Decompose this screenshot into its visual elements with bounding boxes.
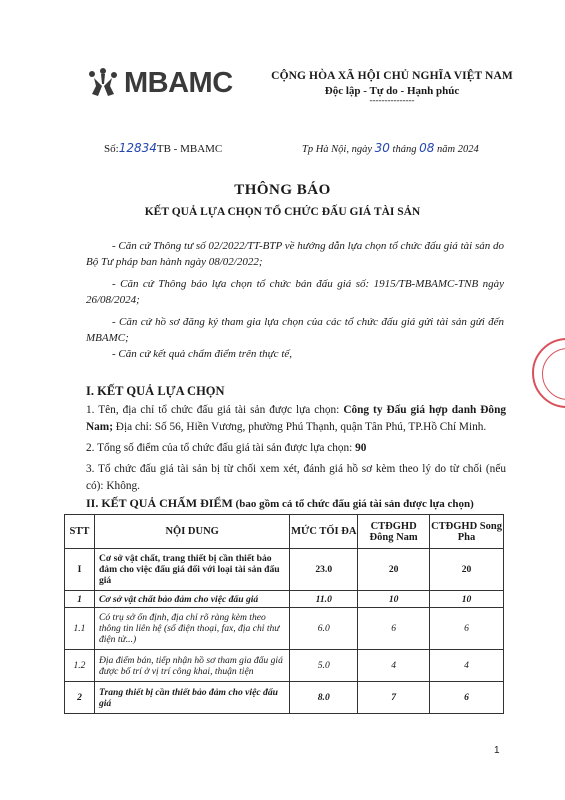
item-2-prefix: 2. Tổng số điểm của tổ chức đấu giá tài sản được lựa chọn: bbox=[86, 442, 356, 454]
header-stt: STT bbox=[65, 515, 95, 549]
date-year: năm 2024 bbox=[434, 144, 479, 155]
date-day-handwritten: 30 bbox=[374, 141, 390, 155]
header-dong-nam: CTĐGHD Đông Nam bbox=[358, 515, 430, 549]
date-line bbox=[302, 141, 479, 155]
row-stt: I bbox=[65, 549, 95, 591]
page-number: 1 bbox=[494, 745, 500, 756]
national-heading bbox=[262, 70, 522, 105]
company-seal bbox=[532, 338, 565, 408]
row-content: Địa điểm bán, tiếp nhận hồ sơ tham gia đấu giá được bố trí ở vị trí công khai, thuận tiện bbox=[94, 650, 289, 682]
row-score-dong-nam: 7 bbox=[358, 682, 430, 714]
table-row bbox=[65, 608, 504, 650]
row-score-dong-nam: 20 bbox=[358, 549, 430, 591]
row-content: Trang thiết bị cần thiết bảo đảm cho việc đấu giá bbox=[94, 682, 289, 714]
row-max: 6.0 bbox=[290, 608, 358, 650]
row-score-dong-nam: 4 bbox=[358, 650, 430, 682]
row-score-dong-nam: 6 bbox=[358, 608, 430, 650]
basis-paragraph: - Căn cứ Thông báo lựa chọn tổ chức bán đấu giá số: 1915/TB-MBAMC-TNB ngày 26/08/2024; bbox=[86, 278, 504, 306]
mbamc-logo bbox=[86, 66, 233, 100]
score-table bbox=[64, 514, 504, 714]
row-score-song-pha: 4 bbox=[430, 650, 504, 682]
row-score-song-pha: 20 bbox=[430, 549, 504, 591]
selected-organization-name: Công ty Đấu giá hợp danh Đông Nam; bbox=[86, 404, 506, 433]
header-content: NỘI DUNG bbox=[94, 515, 289, 549]
row-stt: 1.2 bbox=[65, 650, 95, 682]
section-1-item-1 bbox=[86, 402, 506, 436]
section-1-item-3: 3. Tổ chức đấu giá tài sản bị từ chối xem xét, đánh giá hồ sơ kèm theo lý do từ chối (nếu có): Không. bbox=[86, 463, 506, 492]
row-max: 5.0 bbox=[290, 650, 358, 682]
basis-paragraph: - Căn cứ kết quả chấm điểm trên thực tế, bbox=[112, 348, 293, 360]
document-subtitle: KẾT QUẢ LỰA CHỌN TỔ CHỨC ĐẤU GIÁ TÀI SẢN bbox=[144, 206, 421, 218]
doc-number-prefix: Số: bbox=[104, 143, 119, 155]
row-score-song-pha: 6 bbox=[430, 608, 504, 650]
basis-paragraph: - Căn cứ hồ sơ đăng ký tham gia lựa chọn của các tổ chức đấu giá gửi tài sản gửi đến MBAMC; bbox=[86, 316, 504, 344]
row-score-song-pha: 10 bbox=[430, 591, 504, 608]
section-2-heading bbox=[86, 496, 474, 511]
table-row bbox=[65, 650, 504, 682]
logo-text: MBAMC bbox=[124, 66, 233, 99]
doc-number-suffix: TB - MBAMC bbox=[156, 143, 223, 155]
table-row bbox=[65, 549, 504, 591]
row-stt: 2 bbox=[65, 682, 95, 714]
row-max: 8.0 bbox=[290, 682, 358, 714]
basis-paragraph: - Căn cứ Thông tư số 02/2022/TT-BTP về hướng dẫn lựa chọn tổ chức đấu giá tài sản do Bộ Tư pháp ban hành ngày 08/02/2022; bbox=[86, 240, 504, 268]
date-place: Tp Hà Nội, ngày bbox=[302, 144, 375, 155]
table-header-row bbox=[65, 515, 504, 549]
table-row bbox=[65, 591, 504, 608]
mbamc-logo-mark-icon bbox=[86, 66, 120, 100]
section-2-note: (bao gồm cả tổ chức đấu giá tài sản được lựa chọn) bbox=[232, 498, 474, 510]
doc-number-handwritten: 12834 bbox=[118, 141, 157, 155]
item-1-address: Địa chỉ: Số 56, Hiền Vương, phường Phú Thạnh, quận Tân Phú, TP.Hồ Chí Minh. bbox=[112, 421, 487, 433]
date-month-label: tháng bbox=[389, 144, 420, 155]
section-2-title: II. KẾT QUẢ CHẤM ĐIỂM bbox=[86, 496, 233, 510]
section-1-item-2 bbox=[86, 440, 506, 457]
section-1-heading: I. KẾT QUẢ LỰA CHỌN bbox=[86, 384, 225, 398]
header-song-pha: CTĐGHD Song Pha bbox=[430, 515, 504, 549]
date-month-handwritten: 08 bbox=[419, 141, 435, 155]
row-content: Cơ sở vật chất, trang thiết bị cần thiết bảo đảm cho việc đấu giá đối với loại tài sản đấu giá bbox=[94, 549, 289, 591]
row-max: 23.0 bbox=[290, 549, 358, 591]
document-title: THÔNG BÁO bbox=[234, 182, 331, 198]
row-content: Cơ sở vật chất bảo đảm cho việc đấu giá bbox=[94, 591, 289, 608]
row-score-dong-nam: 10 bbox=[358, 591, 430, 608]
national-motto: Độc lập - Tự do - Hạnh phúc bbox=[324, 85, 460, 97]
row-max: 11.0 bbox=[290, 591, 358, 608]
total-score: 90 bbox=[355, 442, 367, 454]
row-stt: 1 bbox=[65, 591, 95, 608]
item-1-prefix: 1. Tên, địa chỉ tổ chức đấu giá tài sản được lựa chọn: bbox=[86, 404, 344, 416]
table-row bbox=[65, 682, 504, 714]
row-stt: 1.1 bbox=[65, 608, 95, 650]
document-number bbox=[104, 141, 222, 155]
motto-divider: --------------- bbox=[369, 95, 415, 105]
row-content: Có trụ sở ổn định, địa chỉ rõ ràng kèm theo thông tin liên hệ (số điện thoại, fax, địa chỉ thư điện tử...) bbox=[94, 608, 289, 650]
national-title: CỘNG HÒA XÃ HỘI CHỦ NGHĨA VIỆT NAM bbox=[271, 70, 513, 82]
header-max: MỨC TỐI ĐA bbox=[290, 515, 358, 549]
row-score-song-pha: 6 bbox=[430, 682, 504, 714]
